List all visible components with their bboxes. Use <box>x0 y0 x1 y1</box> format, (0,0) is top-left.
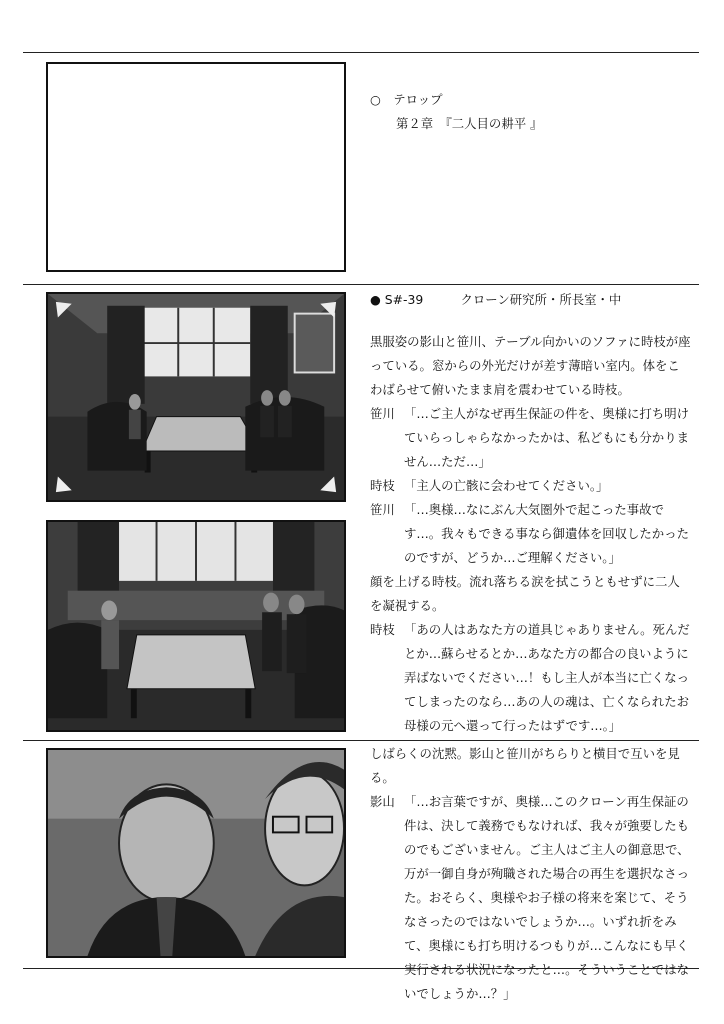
panel-closeup-men <box>46 748 346 958</box>
panel-office-wide <box>46 292 346 502</box>
stage-direction-1: 黒服姿の影山と笹川、テーブル向かいのソファに時枝が座っている。窓からの外光だけが差す薄暗い室内。体をこわばらせて俯いたまま肩を震わせている時枝。 <box>370 334 691 397</box>
stage-direction-3: しばらくの沈黙。影山と笹川がちらりと横目で互いを見る。 <box>370 746 680 785</box>
speaker-name: 時枝 <box>370 622 395 637</box>
dialogue-text: 「あの人はあなた方の道具じゃありません。死んだとか…蘇らせるとか…あなた方の都合の良いように弄ばないでください…！もし主人が本当に亡くなってしまったのなら…あの人の魂は、亡くなられたお母様の元へ還って行ったはずです…。」 <box>404 622 690 733</box>
scene-number: S#-39 <box>384 292 424 307</box>
panel-blank <box>46 62 346 272</box>
scene-location: クローン研究所・所長室・中 <box>460 292 622 307</box>
panel-office-close <box>46 520 346 732</box>
dialogue-text: 「…ご主人がなぜ再生保証の件を、奥様に打ち明けていらっしゃらなかったかは、私どもにも分かりません…ただ…」 <box>404 406 689 469</box>
speaker-name: 笹川 <box>370 502 395 517</box>
office-wide-illustration <box>48 294 344 500</box>
cut3-text <box>370 742 692 1006</box>
dialogue-text: 「…奥様…なにぶん大気圏外で起こった事故です…。我々もできる事なら御遺体を回収したかったのですが、どうか…ご理解ください。」 <box>404 502 689 565</box>
bullet-marker: ● <box>370 292 381 307</box>
speaker-name: 時枝 <box>370 478 395 493</box>
dialogue-line <box>370 618 692 738</box>
dialogue-text: 「主人の亡骸に会わせてください。」 <box>404 478 609 493</box>
divider-1 <box>23 284 699 285</box>
divider-top <box>23 52 699 53</box>
dialogue-line <box>370 790 692 1006</box>
dialogue-text: 「…お言葉ですが、奥様…このクローン再生保証の件は、決して義務でもなければ、我々が強要したものでもございません。ご主人はご主人の御意思で、万が一御自身が殉職された場合の再生を選択なさった。おそらく、奥様やお子様の将来を案じて、そうなさったのではないでしょうか…。いずれ折をみて、奥様にも打ち明けるつもりが…こんなにも早く実行される状況になったと…。そういうことではないでしょうか…？」 <box>404 794 690 1001</box>
telop-label: テロップ <box>393 92 443 107</box>
speaker-name: 影山 <box>370 794 395 809</box>
chapter-title: 第２章 『二人目の耕平 』 <box>396 116 543 131</box>
closeup-illustration <box>48 750 344 956</box>
cut2-text <box>370 288 692 738</box>
stage-direction-2: 顔を上げる時枝。流れ落ちる涙を拭こうともせずに二人を凝視する。 <box>370 574 680 613</box>
office-close-illustration <box>48 522 344 730</box>
circle-marker: ○ <box>370 92 381 107</box>
dialogue-line <box>370 498 692 570</box>
speaker-name: 笹川 <box>370 406 395 421</box>
divider-2 <box>23 740 699 741</box>
cut1-text <box>370 88 692 136</box>
dialogue-line <box>370 402 692 474</box>
dialogue-line <box>370 474 692 498</box>
